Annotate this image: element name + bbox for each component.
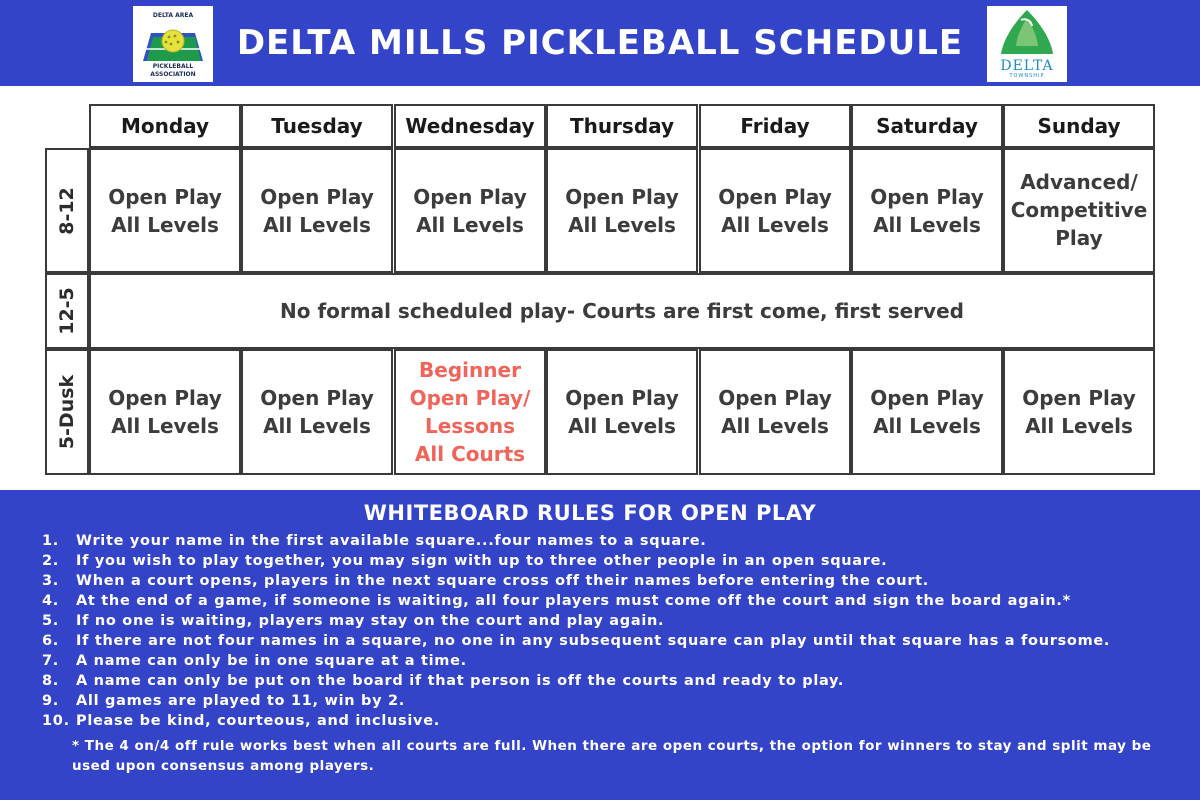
cell-line: All Levels [111, 212, 219, 237]
rules-title: WHITEBOARD RULES FOR OPEN PLAY [363, 501, 817, 525]
rule-item [42, 633, 1110, 649]
morning-slot-tuesday [241, 148, 393, 273]
cell-line: All Courts [414, 442, 526, 466]
cell-line: All Levels [568, 414, 676, 438]
morning-slot-sunday [1003, 148, 1155, 273]
rule-number: 9. [42, 693, 59, 709]
rule-text: All games are played to 11, win by 2. [76, 693, 406, 709]
morning-slot-friday [699, 148, 851, 273]
cell-line: All Levels [721, 414, 829, 438]
morning-slot-wednesday [394, 148, 546, 273]
rule-number: 4. [42, 593, 59, 609]
rule-item [42, 593, 1071, 609]
day-header-wednesday: Wednesday [394, 104, 546, 148]
rule-text: If there are not four names in a square, no one in any subsequent square can play until that square has a foursome. [76, 633, 1111, 649]
rules-footnote: * The 4 on/4 off rule works best when all courts are full. When there are open courts, the option for winners to stay and split may be used upon consensus among players. [72, 738, 1152, 774]
cell-line: Play [1055, 226, 1103, 250]
cell-line: All Levels [263, 414, 371, 438]
cell-line: Open Play [870, 184, 984, 209]
evening-slot-thursday [546, 349, 698, 475]
time-label-0 [45, 148, 89, 273]
time-label-text: 5-Dusk [56, 374, 79, 450]
rules-panel [0, 490, 1200, 800]
cell-line: Advanced/ [1020, 170, 1138, 194]
day-header-tuesday: Tuesday [241, 104, 393, 148]
cell-line: Open Play [108, 184, 222, 209]
cell-line: Open Play [413, 184, 527, 209]
rule-text: When a court opens, players in the next square cross off their names before entering the court. [76, 573, 930, 589]
cell-line: Open Play [1022, 386, 1136, 410]
logo-line2: ASSOCIATION [150, 71, 196, 78]
rule-item [42, 573, 929, 589]
cell-line: All Levels [111, 414, 219, 438]
cell-line: Lessons [424, 414, 515, 438]
rule-number: 3. [42, 573, 59, 589]
logo-line1: PICKLEBALL [152, 63, 194, 70]
cell-line: Open Play [260, 386, 374, 410]
evening-slot-sunday [1003, 349, 1155, 475]
rule-text: If no one is waiting, players may stay on the court and play again. [76, 613, 665, 629]
rule-item [42, 613, 664, 629]
cell-line: Open Play [565, 386, 679, 410]
evening-slot-tuesday [241, 349, 393, 475]
rule-item [42, 693, 405, 709]
rule-number: 10. [42, 713, 70, 729]
cell-line: Competitive [1010, 198, 1148, 222]
evening-slot-saturday [851, 349, 1003, 475]
day-header-friday: Friday [699, 104, 851, 148]
rule-number: 6. [42, 633, 59, 649]
cell-line: Open Play [565, 184, 679, 209]
day-header-saturday: Saturday [851, 104, 1003, 148]
morning-slot-monday [89, 148, 241, 273]
logo-sub: TOWNSHIP [1009, 73, 1045, 79]
cell-line: Open Play [108, 386, 222, 410]
rule-text: Please be kind, courteous, and inclusive. [76, 713, 440, 729]
logo-top-text: DELTA AREA [152, 12, 194, 19]
evening-slot-monday [89, 349, 241, 475]
rule-item [42, 553, 887, 569]
cell-line: Open Play [870, 386, 984, 410]
time-label-2 [45, 349, 89, 475]
day-header-thursday: Thursday [546, 104, 698, 148]
rule-number: 8. [42, 673, 59, 689]
cell-line: All Levels [568, 212, 676, 237]
rule-text: At the end of a game, if someone is waiting, all four players must come off the court and sign the board again.* [76, 593, 1071, 609]
time-label-text: 8-12 [56, 186, 79, 235]
time-label-1 [45, 273, 89, 349]
cell-line: All Levels [873, 414, 981, 438]
logo-word: DELTA [1000, 58, 1054, 74]
rule-item [42, 713, 440, 729]
rule-item [42, 673, 844, 689]
rule-text: If you wish to play together, you may sign with up to three other people in an open square. [76, 553, 888, 569]
cell-line: All Levels [1025, 414, 1133, 438]
rule-item [42, 653, 467, 669]
rule-item [42, 533, 706, 549]
page-title: DELTA MILLS PICKLEBALL SCHEDULE [236, 23, 964, 63]
cell-line: Open Play [718, 184, 832, 209]
evening-slot-friday [699, 349, 851, 475]
rule-number: 7. [42, 653, 59, 669]
rule-text: A name can only be put on the board if that person is off the courts and ready to play. [76, 673, 845, 689]
time-label-text: 12-5 [56, 287, 79, 335]
afternoon-notice: No formal scheduled play- Courts are first come, first served [89, 273, 1155, 349]
cell-line: Open Play [260, 184, 374, 209]
cell-line: All Levels [721, 212, 829, 237]
evening-slot-wednesday [394, 349, 546, 475]
rule-text: Write your name in the first available square...four names to a square. [76, 533, 707, 549]
rule-number: 5. [42, 613, 59, 629]
rule-text: A name can only be in one square at a time. [76, 653, 467, 669]
cell-line: Beginner [419, 358, 521, 382]
day-header-monday: Monday [89, 104, 241, 148]
day-header-sunday: Sunday [1003, 104, 1155, 148]
rule-number: 1. [42, 533, 59, 549]
cell-line: Open Play [718, 386, 832, 410]
rule-number: 2. [42, 553, 59, 569]
cell-line: Open Play/ [409, 386, 531, 410]
morning-slot-saturday [851, 148, 1003, 273]
cell-line: All Levels [873, 212, 981, 237]
cell-line: All Levels [263, 212, 371, 237]
morning-slot-thursday [546, 148, 698, 273]
cell-line: All Levels [416, 212, 524, 237]
